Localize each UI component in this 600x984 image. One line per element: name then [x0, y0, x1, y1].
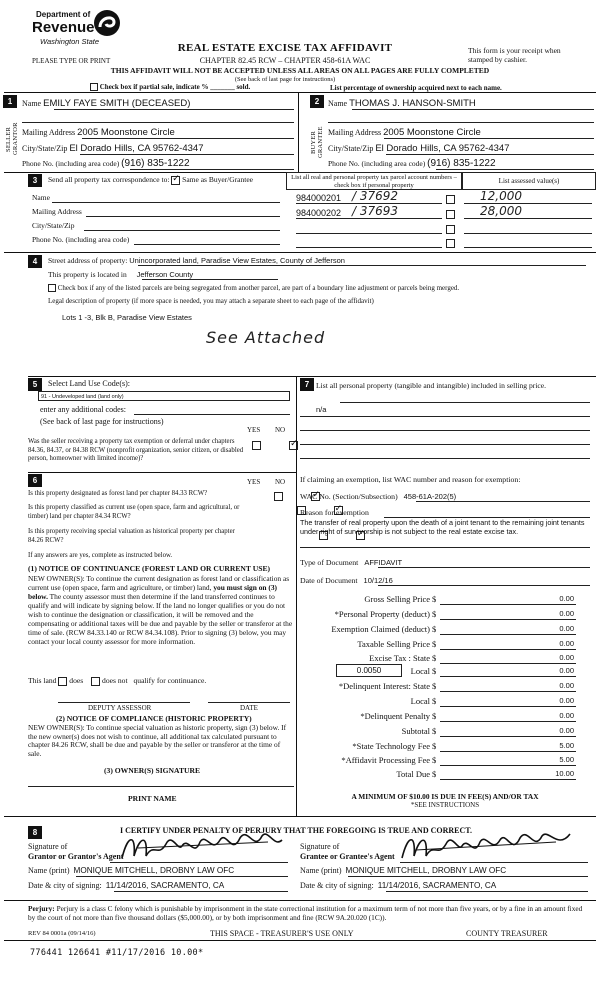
grantee-signature-line[interactable]	[400, 862, 588, 863]
fee-row	[300, 696, 580, 710]
assessed-line	[464, 247, 592, 248]
buyer-city-row	[328, 143, 509, 154]
grantee-date-value[interactable]: 11/14/2016, SACRAMENTO, CA	[377, 881, 497, 890]
fee-value[interactable]: 0.00	[440, 653, 576, 664]
perjury-statement	[28, 904, 588, 922]
doc-date-label: Date of Document	[300, 576, 358, 585]
land-use-select[interactable]	[38, 391, 290, 401]
grantor-date-label: Date & city of signing:	[28, 881, 102, 890]
doc-date-value[interactable]: 10/12/16	[363, 576, 393, 585]
grantor-name-label: Name (print)	[28, 866, 70, 875]
parcel-handwritten: / 37693	[352, 204, 399, 218]
treasurer-rule	[4, 940, 596, 941]
section-5-rule	[28, 376, 296, 377]
dollar-sign: $	[432, 755, 437, 765]
land-does-label: does	[69, 676, 84, 685]
fee-label: Excise Tax : State	[369, 653, 430, 663]
seller-city-row	[22, 143, 203, 154]
parcel-row-empty	[296, 236, 596, 250]
grantor-signature-icon	[118, 828, 288, 864]
form-warning: THIS AFFIDAVIT WILL NOT BE ACCEPTED UNLESS ALL AREAS ON ALL PAGES ARE FULLY COMPLETED	[110, 66, 490, 75]
parcel-row	[296, 204, 596, 221]
same-as-buyer-checkbox[interactable]	[171, 176, 180, 185]
section-3-city-label: City/State/Zip	[32, 221, 75, 230]
send-correspondence-row	[48, 175, 253, 185]
personal-property-checkbox[interactable]	[446, 225, 455, 234]
dollar-sign: $	[432, 653, 437, 663]
fee-label: Total Due	[396, 769, 430, 779]
fee-value[interactable]: 0.00	[440, 696, 576, 707]
owner-signature-line[interactable]	[28, 786, 294, 787]
seller-phone-value[interactable]: (916) 835-1222	[121, 158, 190, 169]
fee-row	[300, 741, 580, 755]
fee-value[interactable]: 0.00	[440, 594, 576, 605]
assessed-line	[464, 233, 592, 234]
reason-label: Reason for exemption	[300, 508, 369, 517]
buyer-address-value[interactable]: 2005 Moonstone Circle	[383, 127, 481, 138]
legal-desc-label: Legal description of property (if more space is needed, you may attach a separate sheet to each page of the affidavit)	[48, 297, 374, 305]
doc-type-label: Type of Document	[300, 558, 359, 567]
parcel-line	[296, 233, 442, 234]
land-use-label: Select Land Use Code(s):	[48, 379, 130, 388]
section-3-address-label: Mailing Address	[32, 207, 82, 216]
fee-label: *Affidavit Processing Fee	[341, 755, 430, 765]
section-1-2-divider	[298, 92, 299, 172]
county-treasurer: COUNTY TREASURER	[466, 929, 548, 938]
cashier-stamp: 776441 126641 #11/17/2016 10.00*	[30, 948, 204, 958]
local-rate-box[interactable]: 0.0050	[336, 664, 402, 677]
personal-property-line-2	[300, 416, 590, 417]
buyer-name-value[interactable]: THOMAS J. HANSON-SMITH	[349, 98, 476, 109]
section-3-name-label: Name	[32, 193, 50, 202]
section-5-no-header: NO	[275, 426, 286, 434]
seller-exemption-question: Was the seller receiving a property tax exemption or deferral under chapters 84.36, 84.37, or 84.38 RCW (nonprofit organization, senior citizen, or disabled person, homeowner with limited income)?	[28, 438, 244, 463]
fee-label: *Delinquent Penalty	[360, 711, 430, 721]
assessed-value[interactable]: 28,000	[480, 204, 522, 218]
dollar-sign: $	[432, 609, 437, 619]
fee-row	[300, 639, 580, 653]
buyer-phone-row	[328, 158, 496, 169]
land-does-not-checkbox[interactable]	[91, 677, 100, 686]
fee-row	[300, 594, 580, 608]
assessed-header: List assessed value(s)	[498, 177, 560, 185]
segregated-label: Check box if any of the listed parcels are being segregated from another parcel, are part of a boundary line adjustment or parcels being merged.	[57, 284, 460, 292]
street-address-line	[138, 265, 586, 266]
buyer-city-label: City/State/Zip	[328, 144, 374, 153]
grantee-name-label: Name (print)	[300, 866, 342, 875]
seller-blank-line	[22, 122, 294, 123]
dollar-sign: $	[432, 726, 437, 736]
partial-sale-label: Check box if partial sale, indicate % _______ sold.	[99, 83, 251, 91]
treasurer-space: THIS SPACE - TREASURER'S USE ONLY	[210, 929, 354, 938]
buyer-phone-value[interactable]: (916) 835-1222	[427, 158, 496, 169]
personal-property-label: List all personal property (tangible and intangible) included in selling price.	[316, 381, 547, 390]
section-3-name-line	[52, 202, 280, 203]
personal-property-line-4	[300, 444, 590, 445]
fee-row	[300, 726, 580, 740]
fee-value[interactable]: 5.00	[440, 741, 576, 752]
grantee-signature-icon	[398, 828, 578, 864]
doc-date-line	[378, 585, 590, 586]
personal-property-value[interactable]: n/a	[316, 405, 327, 414]
perjury-text: Perjury is a class C felony which is punishable by imprisonment in the state correctional institution for a maximum term of not more than five years, or by a fine in an amount fixed by the court of not more than five thousand dollars ($5,000.00), or by both imprisonment and fine (RCW 9A.20.020 (1C)).	[28, 904, 583, 922]
fee-row	[300, 769, 580, 783]
section-3-number: 3	[28, 174, 42, 187]
grantee-name-line	[348, 876, 588, 877]
see-attached-handwritten: See Attached	[206, 328, 326, 347]
buyer-address-label: Mailing Address	[328, 128, 382, 137]
parcel-header: List all real and personal property tax parcel account numbers – check box if personal property	[291, 174, 457, 189]
buyer-name-line	[352, 109, 594, 110]
partial-sale-row	[90, 83, 250, 91]
grantee-sig-label-1: Signature of	[300, 842, 340, 851]
grantee-sig-label	[300, 842, 395, 862]
fee-label: *Personal Property (deduct)	[334, 609, 430, 619]
section-3-phone-label: Phone No. (including area code)	[32, 235, 130, 244]
grantor-date-row	[28, 881, 224, 890]
fee-row	[300, 609, 580, 623]
section-8-number: 8	[28, 826, 42, 839]
street-address-value[interactable]: Unincorporated land, Paradise View Estates, County of Jefferson	[129, 256, 345, 265]
partial-sale-checkbox[interactable]	[90, 83, 98, 91]
fee-label: Subtotal	[401, 726, 430, 736]
parcel-handwritten: / 37692	[352, 189, 399, 203]
seller-address-label: Mailing Address	[22, 128, 76, 137]
buyer-name-label: Name	[328, 99, 348, 108]
see-back-note: (See back of last page for instructions)	[234, 76, 336, 83]
same-as-buyer-label: Same as Buyer/Grantee	[182, 175, 253, 184]
buyer-side-label: BUYER GRANTEE	[310, 126, 324, 158]
section-3-city-line	[84, 230, 280, 231]
notice-continuance-title: (1) NOTICE OF CONTINUANCE (FOREST LAND OR CURRENT USE)	[28, 564, 271, 573]
section-6-yes-header: YES	[247, 478, 261, 486]
dollar-sign: $	[432, 594, 437, 604]
fee-value[interactable]: 0.00	[440, 639, 576, 650]
located-row	[48, 270, 193, 279]
parcel-row	[296, 189, 596, 206]
wac-line	[416, 501, 590, 502]
wac-label: WAC No. (Section/Subsection)	[300, 492, 398, 501]
dollar-sign: $	[432, 741, 437, 751]
notice-compliance-title: (2) NOTICE OF COMPLIANCE (HISTORIC PROPERTY)	[56, 714, 252, 723]
parcel-number[interactable]: 984000201	[296, 193, 342, 203]
parcel-line	[296, 247, 442, 248]
dollar-sign: $	[432, 696, 437, 706]
fee-value[interactable]: 0.00	[440, 711, 576, 722]
land-does-not-label: does not	[102, 676, 128, 685]
doc-date-row	[300, 576, 393, 585]
fee-label: Local	[410, 696, 430, 706]
fee-value[interactable]: 0.00	[440, 624, 576, 635]
revenue-text: Revenue	[32, 19, 95, 36]
deputy-assessor-line	[58, 702, 190, 703]
grantee-date-row	[300, 881, 496, 890]
grantee-sig-label-2: Grantee or Grantee's Agent	[300, 852, 395, 861]
buyer-name-row	[328, 98, 476, 109]
grantee-name-value[interactable]: MONIQUE MITCHELL, DROBNY LAW OFC	[345, 866, 507, 875]
land-use-value: 91 - Undeveloped land (land only)	[41, 394, 124, 400]
perjury-rule	[4, 900, 596, 901]
section-3-phone-line	[134, 244, 280, 245]
grantor-date-value[interactable]: 11/14/2016, SACRAMENTO, CA	[105, 881, 225, 890]
fee-label: *Delinquent Interest: State	[338, 681, 430, 691]
street-address-row	[48, 256, 345, 265]
seller-city-label: City/State/Zip	[22, 144, 68, 153]
seller-name-line	[54, 109, 294, 110]
land-does-checkbox[interactable]	[58, 677, 67, 686]
section-5-number: 5	[28, 378, 42, 391]
notice-continuance-text-a: NEW OWNER(S): To continue the current designation as forest land or classification as current use (open space, farm and agriculture, or timber) land,	[28, 574, 290, 592]
fee-value[interactable]: 0.00	[440, 726, 576, 737]
receipt-note: This form is your receipt when stamped by cashier.	[468, 46, 561, 64]
reason-value[interactable]: The transfer of real property upon the death of a joint tenant to the remaining joint tenants under right of survivorship is not subject to the real estate excise tax.	[300, 518, 585, 536]
seller-phone-row	[22, 158, 190, 169]
exemption-label: If claiming an exemption, list WAC number and reason for exemption:	[300, 475, 521, 484]
grantee-name-row	[300, 866, 506, 875]
minimum-due-note: A MINIMUM OF $10.00 IS DUE IN FEE(S) AND/OR TAX	[351, 792, 539, 801]
buyer-city-line	[386, 154, 594, 155]
form-chapter: CHAPTER 82.45 RCW – CHAPTER 458-61A WAC	[199, 56, 371, 65]
fee-value[interactable]: 0.00	[440, 609, 576, 620]
print-name-label: PRINT NAME	[128, 794, 177, 803]
section-4-number: 4	[28, 255, 42, 268]
exemption-yes-checkbox[interactable]	[252, 441, 261, 450]
section-8-rule	[4, 816, 596, 817]
rev-number: REV 84 0001a (09/14/16)	[28, 930, 96, 937]
section-7-number: 7	[300, 378, 314, 391]
form-title: REAL ESTATE EXCISE TAX AFFIDAVIT	[177, 42, 393, 54]
grantor-sig-label-2: Grantor or Grantor's Agent	[28, 852, 124, 861]
grantor-date-line	[114, 891, 288, 892]
parcel-row-empty	[296, 222, 596, 236]
dollar-sign: $	[432, 681, 437, 691]
wac-value[interactable]: 458-61A-202(5)	[403, 492, 457, 501]
grantor-name-row	[28, 866, 234, 875]
section-6-number: 6	[28, 474, 42, 487]
forest-land-yes-checkbox[interactable]	[274, 492, 283, 501]
deputy-date-line	[208, 702, 290, 703]
grantor-sig-label-1: Signature of	[28, 842, 68, 851]
dollar-sign: $	[432, 624, 437, 634]
reason-line-2	[300, 547, 590, 548]
current-use-question: Is this property classified as current use (open space, farm and agricultural, or timber) land per chapter 84.34 RCW?	[28, 504, 240, 520]
fee-label: Local	[410, 666, 430, 676]
seller-name-row	[22, 98, 292, 109]
fee-row	[300, 624, 580, 638]
wac-row	[300, 492, 456, 501]
fee-row	[300, 711, 580, 725]
notice-continuance-bold: you must sign on (3) below.	[28, 583, 277, 601]
deputy-date-label: DATE	[240, 704, 258, 712]
seller-phone-label: Phone No. (including area code)	[22, 159, 120, 168]
segregated-checkbox[interactable]	[48, 284, 56, 292]
notice-continuance-text-b: The county assessor must then determine if the land transferred continues to qualify and will indicate by signing below. If the land no longer qualifies or you do not wish to continue the designation or classification, it will be removed and the compensating or additional taxes will be due and payable by the seller or transferor at the time of sale. (RCW 84.33.140 or RCW 84.34.108). Prior to signing (3) below, you may contact your local county assessor for more information.	[28, 592, 293, 646]
dept-of-text: Department of	[36, 10, 91, 19]
assessed-header-box	[462, 172, 596, 190]
assessed-line	[464, 218, 592, 219]
fee-value[interactable]: 0.00	[440, 681, 576, 692]
grantee-date-label: Date & city of signing:	[300, 881, 374, 890]
buyer-address-row	[328, 127, 481, 138]
section-3-address-line	[86, 216, 280, 217]
grantor-signature-line[interactable]	[110, 862, 288, 863]
seller-name-label: Name	[22, 99, 42, 108]
fee-value[interactable]: 5.00	[440, 755, 576, 766]
qualify-label: qualify for continuance.	[133, 676, 207, 685]
additional-codes-label: enter any additional codes:	[40, 405, 126, 414]
revenue-swirl-icon	[92, 8, 122, 38]
located-line	[142, 279, 278, 280]
owner-signature-label: (3) OWNER(S) SIGNATURE	[104, 766, 201, 775]
deputy-assessor-label: DEPUTY ASSESSOR	[88, 704, 152, 712]
send-label: Send all property tax correspondence to:	[48, 175, 170, 184]
ownership-note: List percentage of ownership acquired next to each name.	[330, 84, 502, 92]
seller-address-value[interactable]: 2005 Moonstone Circle	[77, 127, 175, 138]
dollar-sign: $	[432, 769, 437, 779]
personal-property-checkbox[interactable]	[446, 210, 455, 219]
please-type: PLEASE TYPE OR PRINT	[32, 57, 111, 65]
section-5-yes-header: YES	[247, 426, 261, 434]
located-label: This property is located in	[48, 270, 127, 279]
section-5-6-7-divider	[296, 376, 297, 816]
seller-side-label: SELLER GRANTOR	[5, 122, 19, 156]
grantor-name-value[interactable]: MONIQUE MITCHELL, DROBNY LAW OFC	[73, 866, 235, 875]
fee-label: Gross Selling Price	[364, 594, 430, 604]
doc-type-line	[378, 567, 590, 568]
see-instructions-note: *SEE INSTRUCTIONS	[410, 801, 480, 809]
dollar-sign: $	[432, 666, 437, 676]
seller-name-value[interactable]: EMILY FAYE SMITH (DECEASED)	[43, 98, 191, 109]
washington-state-text: Washington State	[40, 37, 100, 46]
additional-codes-line	[134, 414, 290, 415]
this-land-row	[28, 676, 206, 686]
dor-logo	[30, 6, 130, 54]
forest-land-question: Is this property designated as forest land per chapter 84.33 RCW?	[28, 490, 208, 497]
if-yes-note: If any answers are yes, complete as instructed below.	[28, 552, 173, 559]
parcel-number[interactable]: 984000202	[296, 208, 342, 218]
section-2-number: 2	[310, 95, 324, 108]
grantor-sig-label	[28, 842, 123, 862]
dollar-sign: $	[432, 711, 437, 721]
notice-continuance-text	[28, 574, 294, 646]
section-5-see-back: (See back of last page for instructions)	[40, 417, 164, 426]
fee-row	[300, 681, 580, 695]
parcel-line	[296, 218, 442, 219]
personal-property-checkbox[interactable]	[446, 195, 455, 204]
section-4-rule	[4, 252, 596, 253]
fee-label: Taxable Selling Price	[357, 639, 430, 649]
fee-label: *State Technology Fee	[352, 741, 430, 751]
buyer-address-line	[384, 138, 594, 139]
section-6-rule	[28, 472, 296, 473]
legal-desc-value[interactable]: Lots 1 -3, Blk B, Paradise View Estates	[62, 313, 192, 322]
personal-property-line-3	[300, 430, 590, 431]
personal-property-line-5	[300, 458, 590, 459]
assessed-value[interactable]: 12,000	[480, 189, 522, 203]
doc-type-value[interactable]: AFFIDAVIT	[364, 558, 403, 567]
fee-row	[300, 755, 580, 769]
buyer-city-value[interactable]: El Dorado Hills, CA 95762-4347	[375, 143, 510, 154]
seller-phone-line	[130, 169, 294, 170]
fee-label: Exemption Claimed (deduct)	[331, 624, 430, 634]
personal-property-checkbox[interactable]	[446, 239, 455, 248]
fee-value[interactable]: 10.00	[440, 769, 576, 780]
this-land-label: This land	[28, 676, 57, 685]
seller-address-row	[22, 127, 175, 138]
section-1-2-rule	[4, 92, 596, 93]
certify-statement: I CERTIFY UNDER PENALTY OF PERJURY THAT THE FOREGOING IS TRUE AND CORRECT.	[120, 826, 473, 835]
section-6-no-header: NO	[275, 478, 286, 486]
notice-compliance-text: NEW OWNER(S): To continue special valuation as historic property, sign (3) below. If the new owner(s) does not wish to continue, all additional tax calculated pursuant to chapter 84.26 RCW, shall be due and payable by the seller or transferor at the time of sale.	[28, 723, 287, 758]
seller-city-line	[80, 154, 294, 155]
doc-type-row	[300, 558, 402, 567]
seller-address-line	[82, 138, 294, 139]
fee-row	[300, 666, 580, 680]
historic-question: Is this property receiving special valuation as historical property per chapter 84.26 RCW?	[28, 528, 235, 544]
buyer-blank-line	[328, 122, 594, 123]
perjury-bold: Perjury:	[28, 904, 55, 913]
section-1-number: 1	[3, 95, 17, 108]
parcel-header-box	[286, 172, 462, 190]
street-address-label: Street address of property:	[48, 256, 128, 265]
grantor-name-line	[76, 876, 288, 877]
dollar-sign: $	[432, 639, 437, 649]
buyer-phone-label: Phone No. (including area code)	[328, 159, 426, 168]
grantee-date-line	[386, 891, 588, 892]
seller-city-value[interactable]: El Dorado Hills, CA 95762-4347	[69, 143, 204, 154]
buyer-phone-line	[436, 169, 594, 170]
segregated-row	[48, 284, 459, 292]
section-7-rule	[296, 376, 596, 377]
located-value[interactable]: Jefferson County	[136, 270, 194, 279]
fee-value[interactable]: 0.00	[440, 666, 576, 677]
personal-property-line-1	[340, 402, 590, 403]
